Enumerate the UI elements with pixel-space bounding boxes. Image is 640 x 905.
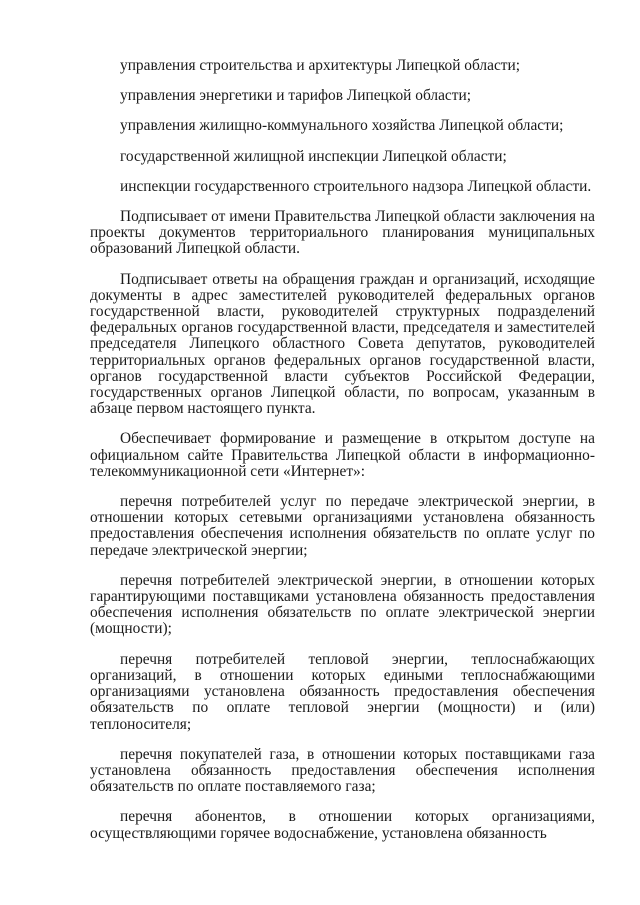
paragraph-4: государственной жилищной инспекции Липецкой области;	[120, 147, 507, 165]
paragraph-5: инспекции государственного строительного надзора Липецкой области.	[120, 177, 592, 195]
paragraph-2: управления энергетики и тарифов Липецкой области;	[120, 87, 471, 105]
paragraph-6: Подписывает от имени Правительства Липецкой области заключения на проекты документов территориального планирования муниципальных образований Липецкой области.	[90, 208, 595, 258]
paragraph-8: Обеспечивает формирование и размещение в открытом доступе на официальном сайте Правительства Липецкой области в информационно-телекоммуникационной сети «Интернет»:	[90, 430, 595, 480]
paragraph-11: перечня потребителей тепловой энергии, теплоснабжающих организаций, в отношении которых едиными теплоснабжающими организациями установлена обязанность предоставления обеспечения обязательств по оплате тепловой энергии (мощности) и (или) теплоносителя;	[90, 650, 595, 733]
paragraph-13: перечня абонентов, в отношении которых организациями, осуществляющими горячее водоснабжение, установлена обязанность	[90, 808, 595, 842]
paragraph-10: перечня потребителей электрической энергии, в отношении которых гарантирующими поставщиками установлена обязанность предоставления обеспечения исполнения обязательств по оплате электрической энергии (мощности);	[90, 571, 595, 638]
paragraph-1: управления строительства и архитектуры Липецкой области;	[120, 57, 521, 74]
paragraph-7: Подписывает ответы на обращения граждан и организаций, исходящие документы в адрес заместителей руководителей федеральных органов государственной власти, руководителей структурных подразделений федеральных органов государственной власти, председателя и заместителей председателя Липецкого областного Совета депутатов, руководителей территориальных органов федеральных органов государственной власти, органов государственной власти субъектов Российской Федерации, государственных органов Липецкой области, по вопросам, указанным в абзаце первом настоящего пункта.	[90, 270, 595, 418]
paragraph-12: перечня покупателей газа, в отношении которых поставщиками газа установлена обязанность предоставления обеспечения исполнения обязательств по оплате поставляемого газа;	[90, 745, 595, 796]
document-body	[90, 58, 595, 856]
paragraph-3: управления жилищно-коммунального хозяйства Липецкой области;	[120, 117, 564, 135]
paragraph-9: перечня потребителей услуг по передаче электрической энергии, в отношении которых сетевыми организациями установлена обязанность предоставления обеспечения исполнения обязательств по оплате услуг по передаче электрической энергии;	[90, 493, 595, 559]
